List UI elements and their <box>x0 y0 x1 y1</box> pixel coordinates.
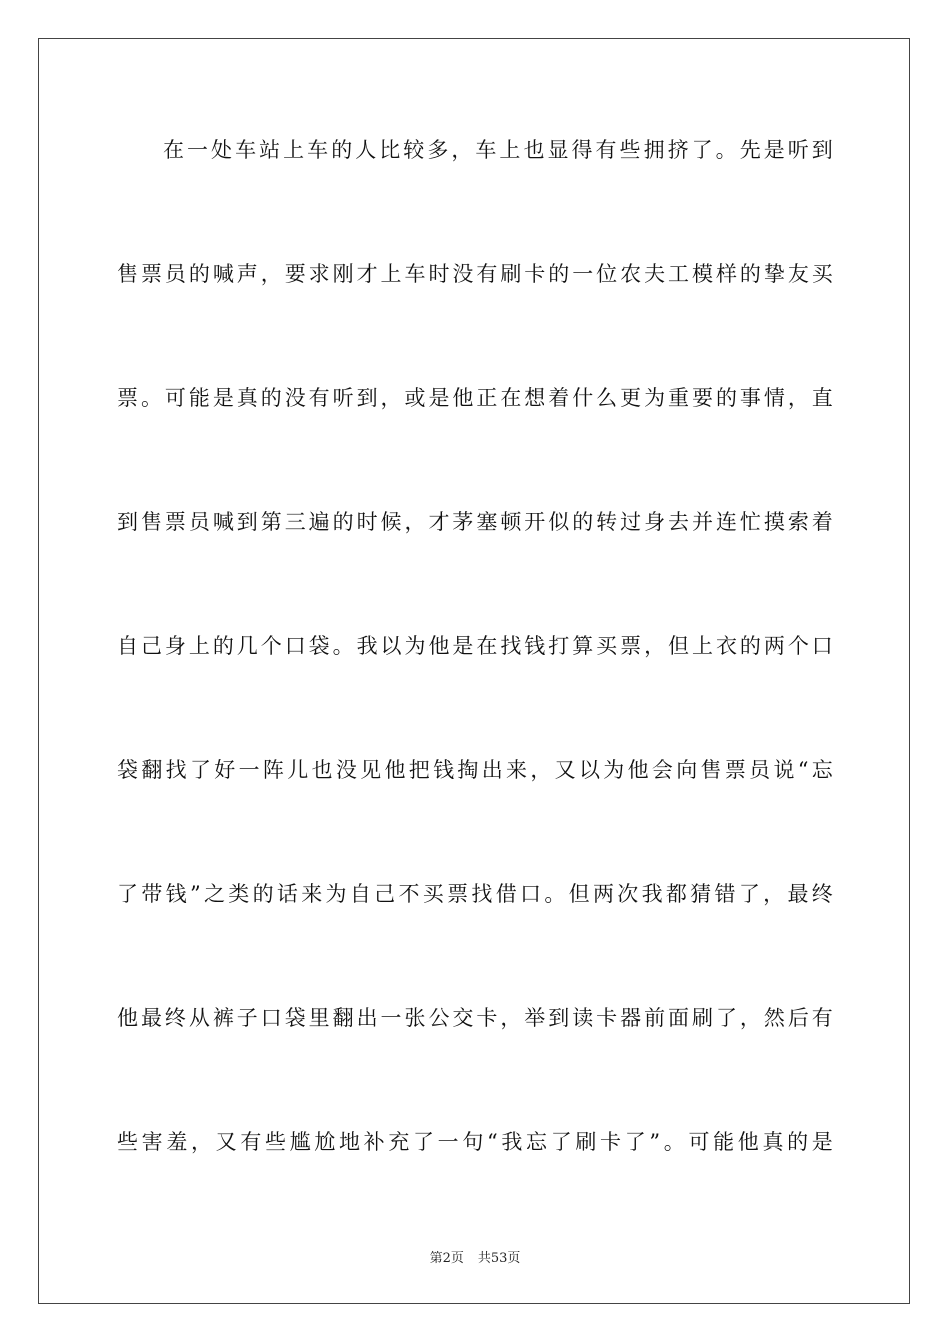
paragraph-line: 些害羞，又有些尴尬地补充了一句“我忘了刷卡了”。可能他真的是 <box>117 1130 833 1154</box>
paragraph-line: 自己身上的几个口袋。我以为他是在找钱打算买票，但上衣的两个口 <box>117 634 833 658</box>
paragraph-line: 他最终从裤子口袋里翻出一张公交卡，举到读卡器前面刷了，然后有 <box>117 1006 833 1030</box>
paragraph-line: 售票员的喊声，要求刚才上车时没有刷卡的一位农夫工模样的挚友买 <box>117 262 833 286</box>
paragraph-line: 票。可能是真的没有听到，或是他正在想着什么更为重要的事情，直 <box>117 386 833 410</box>
page-footer <box>0 1247 950 1266</box>
page-number: 第2页 <box>429 1251 464 1266</box>
page-total: 共53页 <box>477 1251 521 1266</box>
page-border <box>38 38 910 1304</box>
paragraph-line: 在一处车站上车的人比较多，车上也显得有些拥挤了。先是听到 <box>163 138 833 162</box>
paragraph-line: 袋翻找了好一阵儿也没见他把钱掏出来，又以为他会向售票员说“忘 <box>117 758 833 782</box>
paragraph-line: 到售票员喊到第三遍的时候，才茅塞顿开似的转过身去并连忙摸索着 <box>117 510 833 534</box>
paragraph-line: 了带钱”之类的话来为自己不买票找借口。但两次我都猜错了，最终 <box>117 882 833 906</box>
